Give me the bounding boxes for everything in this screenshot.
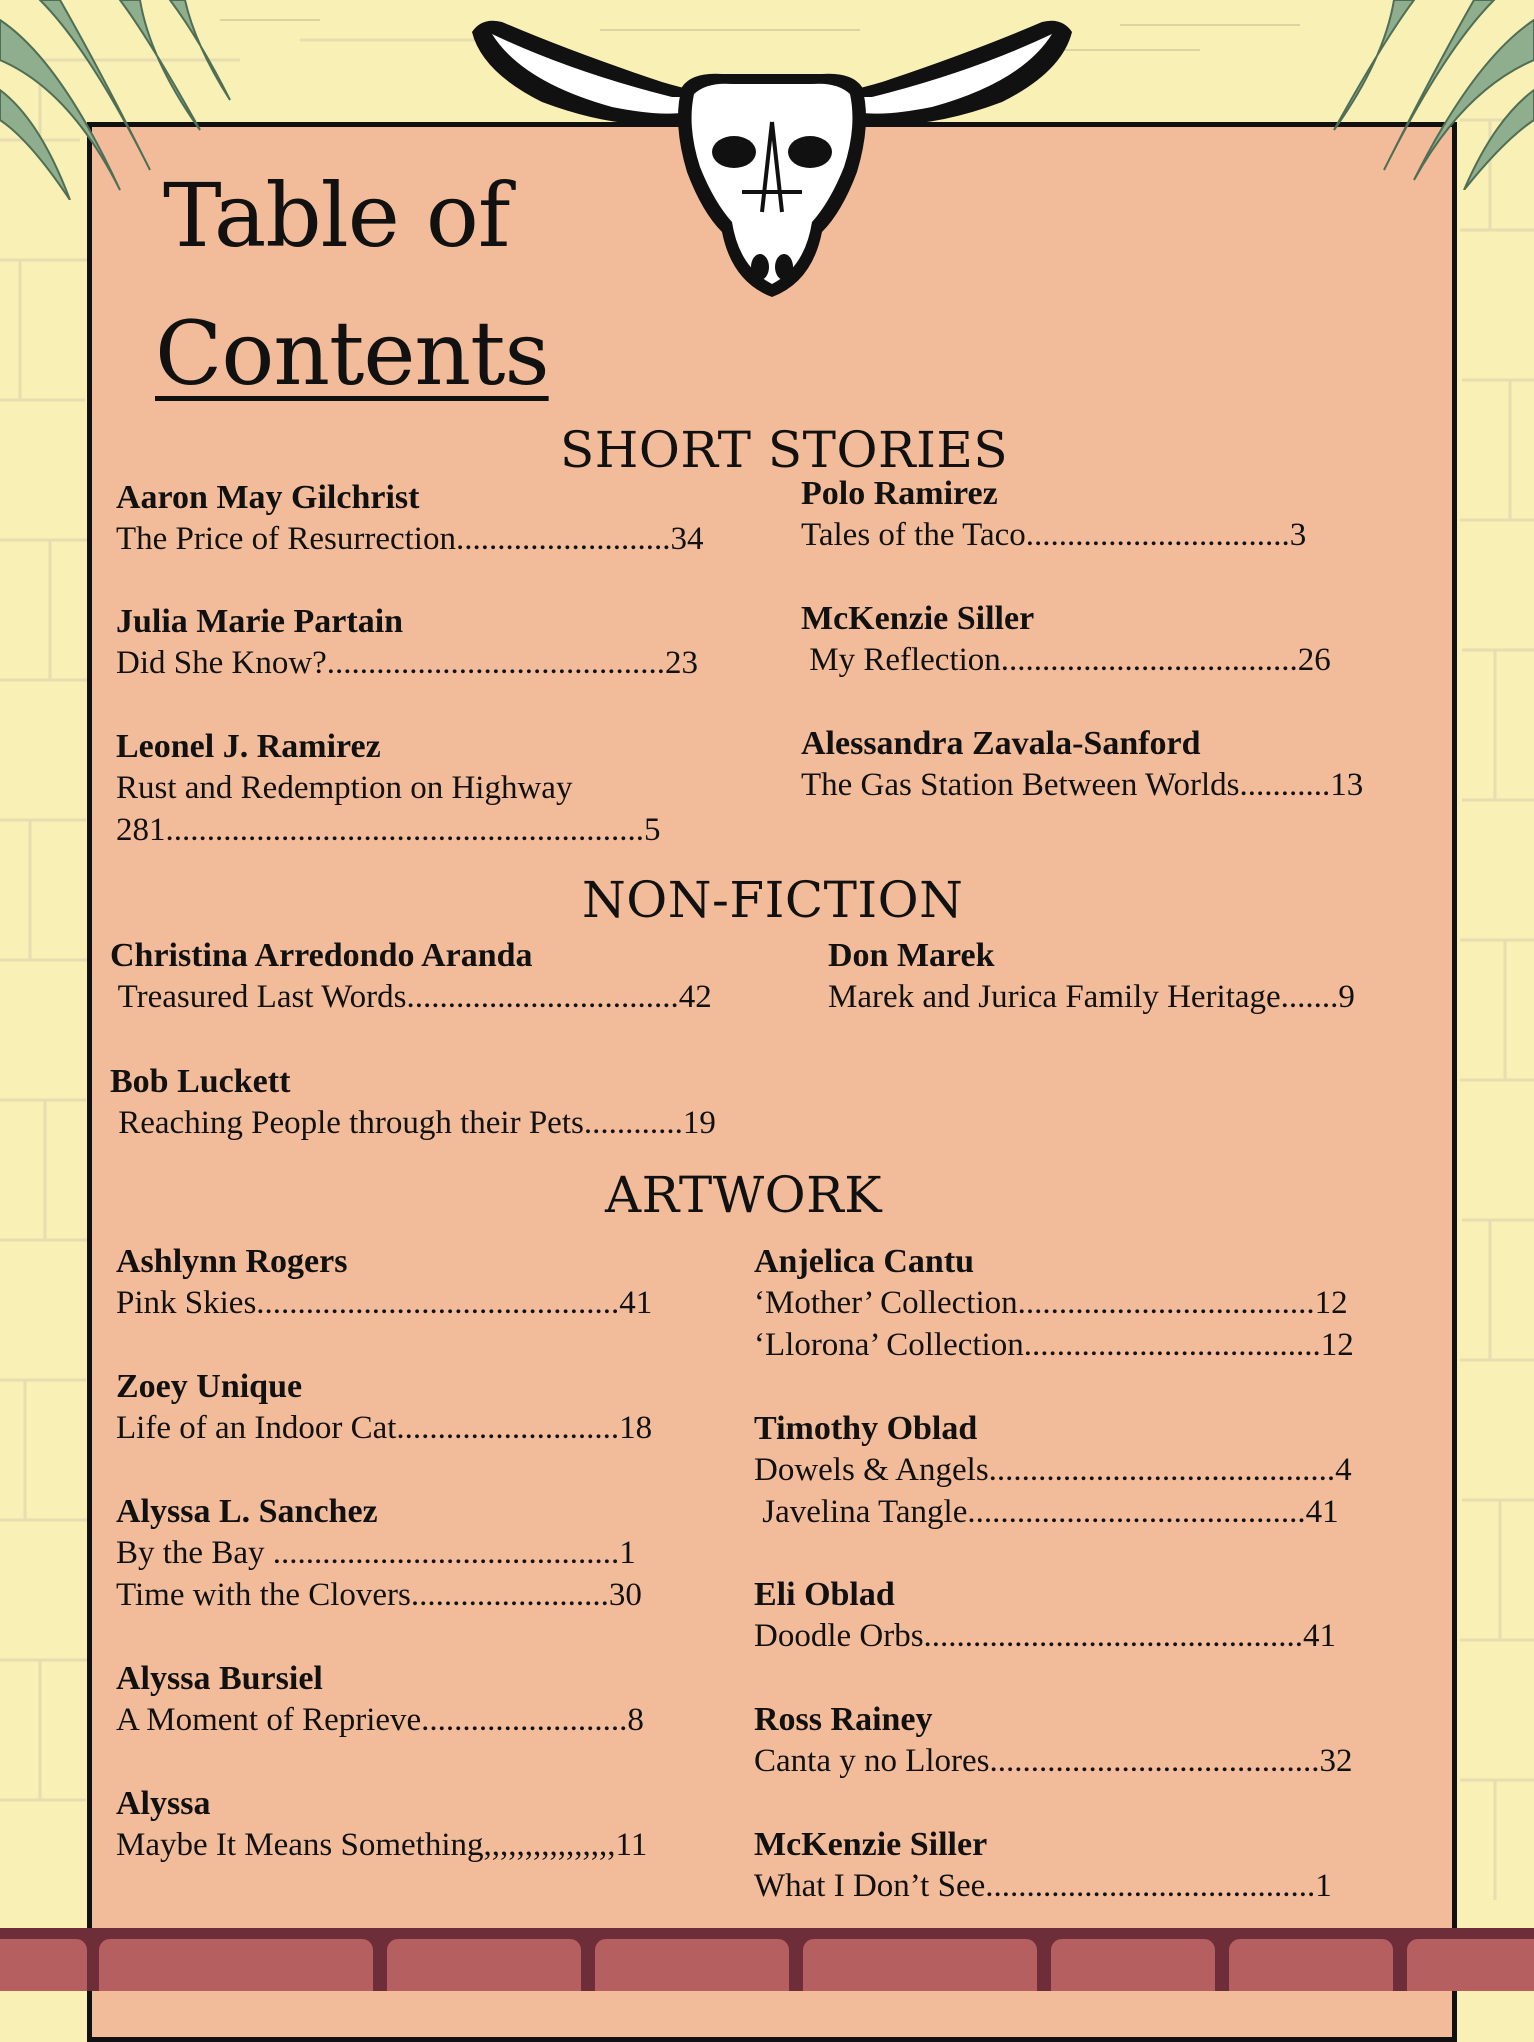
- entry-author: Bob Luckett: [110, 1063, 291, 1100]
- entry-work: Time with the Clovers........................30: [116, 1577, 642, 1613]
- entry-author: Polo Ramirez: [801, 475, 998, 512]
- bottom-brick-border: [0, 1928, 1534, 1991]
- entry-author: Julia Marie Partain: [116, 603, 404, 640]
- entry-work: Doodle Orbs..............................................41: [754, 1618, 1337, 1654]
- entry-author: Alessandra Zavala-Sanford: [801, 725, 1201, 762]
- entry-work: Did She Know?.........................................23: [116, 645, 699, 681]
- toc-entry: [828, 936, 1355, 1018]
- entry-author: Eli Oblad: [754, 1576, 895, 1613]
- entry-work: Dowels & Angels..........................................4: [754, 1452, 1352, 1488]
- entry-work: The Gas Station Between Worlds...........13: [801, 767, 1364, 803]
- section-heading-non-fiction: NON-FICTION: [582, 871, 964, 929]
- toc-entry: [754, 1825, 1332, 1907]
- entry-work: Pink Skies............................................41: [116, 1285, 653, 1321]
- entry-author: Alyssa: [116, 1785, 211, 1822]
- toc-entry: [116, 727, 661, 851]
- entry-work: By the Bay ..........................................1: [116, 1535, 636, 1571]
- entry-work: A Moment of Reprieve.........................8: [116, 1702, 644, 1738]
- entry-author: Zoey Unique: [116, 1368, 303, 1405]
- entry-work: Maybe It Means Something,,,,,,,,,,,,,,,,11: [116, 1827, 648, 1863]
- page-title-line-2: Contents: [155, 302, 549, 405]
- entry-work: Treasured Last Words.................................42: [110, 979, 712, 1015]
- entry-work: Life of an Indoor Cat...........................18: [116, 1410, 653, 1446]
- toc-entry: [754, 1409, 1352, 1533]
- toc-entry: [116, 602, 698, 684]
- entry-work: The Price of Resurrection..........................34: [116, 521, 704, 557]
- entry-author: McKenzie Siller: [801, 600, 1035, 637]
- page-title-line-1: Table of: [163, 164, 510, 267]
- entry-work: My Reflection....................................26: [801, 642, 1331, 678]
- entry-author: Aaron May Gilchrist: [116, 479, 420, 516]
- toc-entry: [116, 1492, 642, 1616]
- entry-author: Leonel J. Ramirez: [116, 728, 381, 765]
- entry-work: ‘Llorona’ Collection....................................12: [754, 1327, 1354, 1363]
- toc-entry: [801, 474, 1306, 556]
- toc-entry: [754, 1242, 1354, 1366]
- entry-author: Ashlynn Rogers: [116, 1243, 348, 1280]
- entry-work: Marek and Jurica Family Heritage.......9: [828, 979, 1355, 1015]
- entry-work: 281..........................................................5: [116, 812, 661, 848]
- toc-entry: [116, 1367, 652, 1449]
- entry-author: Alyssa Bursiel: [116, 1660, 323, 1697]
- longhorn-skull-icon: [462, 12, 1082, 302]
- toc-entry: [754, 1575, 1336, 1657]
- entry-work: Tales of the Taco................................3: [801, 517, 1307, 553]
- entry-author: Anjelica Cantu: [754, 1243, 975, 1280]
- toc-entry: [754, 1700, 1353, 1782]
- entry-author: Christina Arredondo Aranda: [110, 937, 533, 974]
- entry-work: Canta y no Llores........................................32: [754, 1743, 1353, 1779]
- toc-entry: [116, 478, 703, 560]
- toc-entry: [116, 1659, 644, 1741]
- entry-author: Ross Rainey: [754, 1701, 933, 1738]
- toc-entry: [801, 724, 1363, 806]
- toc-entry: [116, 1242, 652, 1324]
- toc-entry: [110, 1062, 716, 1144]
- toc-entry: [801, 599, 1331, 681]
- entry-work: What I Don’t See........................................1: [754, 1868, 1332, 1904]
- section-heading-short-stories: SHORT STORIES: [560, 421, 1009, 479]
- toc-entry: [110, 936, 712, 1018]
- entry-work: Javelina Tangle.........................................41: [754, 1494, 1339, 1530]
- entry-author: McKenzie Siller: [754, 1826, 988, 1863]
- entry-work: Reaching People through their Pets............19: [110, 1105, 716, 1141]
- section-heading-artwork: ARTWORK: [605, 1166, 883, 1224]
- entry-author: Timothy Oblad: [754, 1410, 978, 1447]
- entry-author: Don Marek: [828, 937, 995, 974]
- toc-entry: [116, 1784, 647, 1866]
- entry-work: Rust and Redemption on Highway: [116, 770, 573, 806]
- entry-author: Alyssa L. Sanchez: [116, 1493, 378, 1530]
- entry-work: ‘Mother’ Collection....................................12: [754, 1285, 1348, 1321]
- palm-leaves-icon: [1304, 0, 1534, 190]
